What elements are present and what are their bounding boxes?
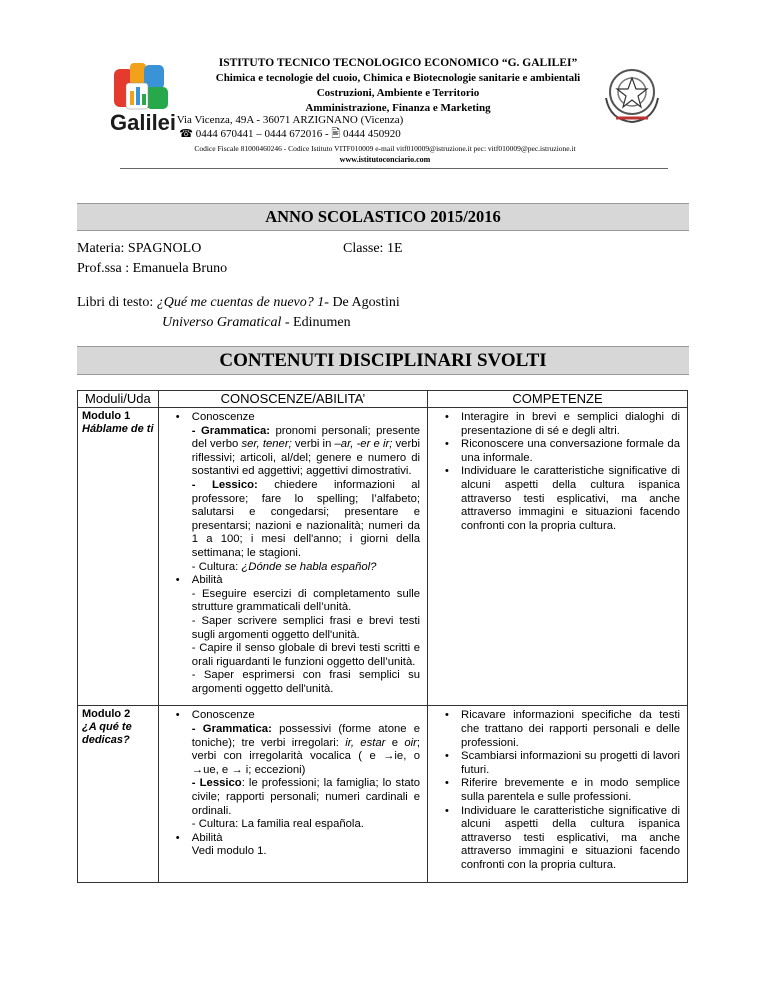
header-competenze: COMPETENZE (428, 391, 688, 408)
textbooks-label: Libri di testo: (77, 295, 157, 310)
school-line-3: Costruzioni, Ambiente e Territorio (316, 87, 480, 99)
address-block (140, 113, 440, 141)
list-item: • Abilità Vedi modulo 1. (182, 832, 420, 859)
module-cell (78, 706, 159, 882)
module-title: Modulo 1 (82, 410, 131, 422)
school-line-2: Chimica e tecnologie del cuoio, Chimica e Biotecnologie sanitarie e ambientali (215, 72, 581, 84)
header-conoscenze: CONOSCENZE/ABILITA’ (158, 391, 427, 408)
class-label: Classe: 1E (343, 241, 403, 256)
list-item: • Ricavare informazioni specifiche da testi che trattano dei rapporti personali e delle professioni. (451, 709, 680, 750)
module-title: Modulo 2 (82, 708, 131, 721)
list-item: • Abilità - Eseguire esercizi di completamento sulle strutture grammaticali dell’unità. - Saper scrivere semplici frasi e brevi testi sugli argomenti oggetto dell'unità. - Capire il senso globale di brevi testi scritti e orali riguardanti le funzioni oggetto dell’unità. - Saper esprimersi con frasi semplici su argomenti oggetto dell'unità. (182, 574, 420, 696)
content-table (77, 390, 688, 883)
module-subtitle: ¿A qué te dedicas? (82, 721, 132, 747)
school-phones: ☎ 0444 670441 – 0444 672016 - 🖹 0444 450920 (179, 128, 401, 140)
list-item: • Riconoscere una conversazione formale da una informale. (451, 438, 680, 465)
school-name: ISTITUTO TECNICO TECNOLOGICO ECONOMICO “G. GALILEI” (218, 57, 578, 69)
header-divider (120, 168, 668, 169)
textbooks-line-2 (162, 313, 351, 333)
school-address: Via Vicenza, 49A - 36071 ARZIGNANO (Vicenza) (176, 114, 404, 126)
school-name-block (188, 56, 608, 116)
textbook-1-publisher: - De Agostini (324, 295, 400, 310)
list-item: • Individuare le caratteristiche significative di alcuni aspetti della cultura ispanica attraverso testi esplicativi, ma anche attraverso immagini e situazioni facendo confronti con la propria cultura. (451, 805, 680, 873)
module-subtitle: Háblame de ti (82, 423, 154, 435)
textbooks-line-1 (77, 293, 400, 313)
republic-emblem (596, 58, 668, 130)
list-item: • Conoscenze - Grammatica: possessivi (forme atone e toniche); tre verbi irregolari: ir, estar e oir; verbi con irregolarità vocalica ( e →ie, o →ue, e → i; eccezioni) - Lessico: le professioni; la famiglia; lo stato civile; rapporti personali; numeri cardinali e ordinali. - Cultura: La familia real española. (182, 709, 420, 831)
competence-cell (428, 706, 688, 882)
textbook-2-title: Universo Gramatical (162, 315, 282, 330)
teacher: Prof.ssa : Emanuela Bruno (77, 261, 228, 276)
list-item: • Scambiarsi informazioni su progetti di lavori futuri. (451, 750, 680, 777)
list-item: • Riferire brevemente e in modo semplice sulla parentela e sulle professioni. (451, 777, 680, 804)
table-header-row (78, 391, 688, 408)
list-item: • Interagire in brevi e semplici dialoghi di presentazione di sé e degli altri. (451, 411, 680, 438)
header-moduli: Moduli/Uda (78, 391, 159, 408)
table-row (78, 408, 688, 706)
list-item: • Individuare le caratteristiche significative di alcuni aspetti della cultura ispanica attraverso testi esplicativi, ma anche attraverso immagini e situazioni facendo confronti con la propria cultura. (451, 465, 680, 533)
fiscal-info: Codice Fiscale 81000460246 - Codice Istituto VITF010009 e-mail vitf010009@istruzione.it pec: vitf010009@pec.istruzione.it (194, 144, 576, 153)
section-title: CONTENUTI DISCIPLINARI SVOLTI (77, 346, 689, 375)
module-cell (78, 408, 159, 706)
logo-wordmark: Galilei (110, 110, 177, 135)
textbook-2-publisher: - Edinumen (281, 315, 351, 330)
table-row (78, 706, 688, 882)
knowledge-cell (158, 408, 427, 706)
website-link[interactable]: www.istitutoconciario.com (339, 155, 431, 164)
letterhead (108, 52, 668, 172)
competence-cell (428, 408, 688, 706)
list-item: • Conoscenze - Grammatica: pronomi personali; presente del verbo ser, tener; verbi in –ar, -er e ir; verbi riflessivi; articoli, al/del; genere e numero di sostantivi ed aggettivi; aggettivi dimostrativi. - Lessico: chiedere informazioni al professore; fare lo spelling; l’alfabeto; salutarsi e congedarsi; presentare e presentarsi; nazioni e nazionalità; numeri da 1 a 100; i mesi dell'anno; i giorni della settimana; le stagioni. - Cultura: ¿Dónde se habla español? (182, 411, 420, 574)
knowledge-cell (158, 706, 427, 882)
school-year-title: ANNO SCOLASTICO 2015/2016 (77, 203, 689, 231)
school-line-4: Amministrazione, Finanza e Marketing (305, 102, 491, 114)
textbook-1-title: ¿Qué me cuentas de nuevo? 1 (156, 295, 325, 310)
subject: Materia: SPAGNOLO (77, 241, 202, 256)
